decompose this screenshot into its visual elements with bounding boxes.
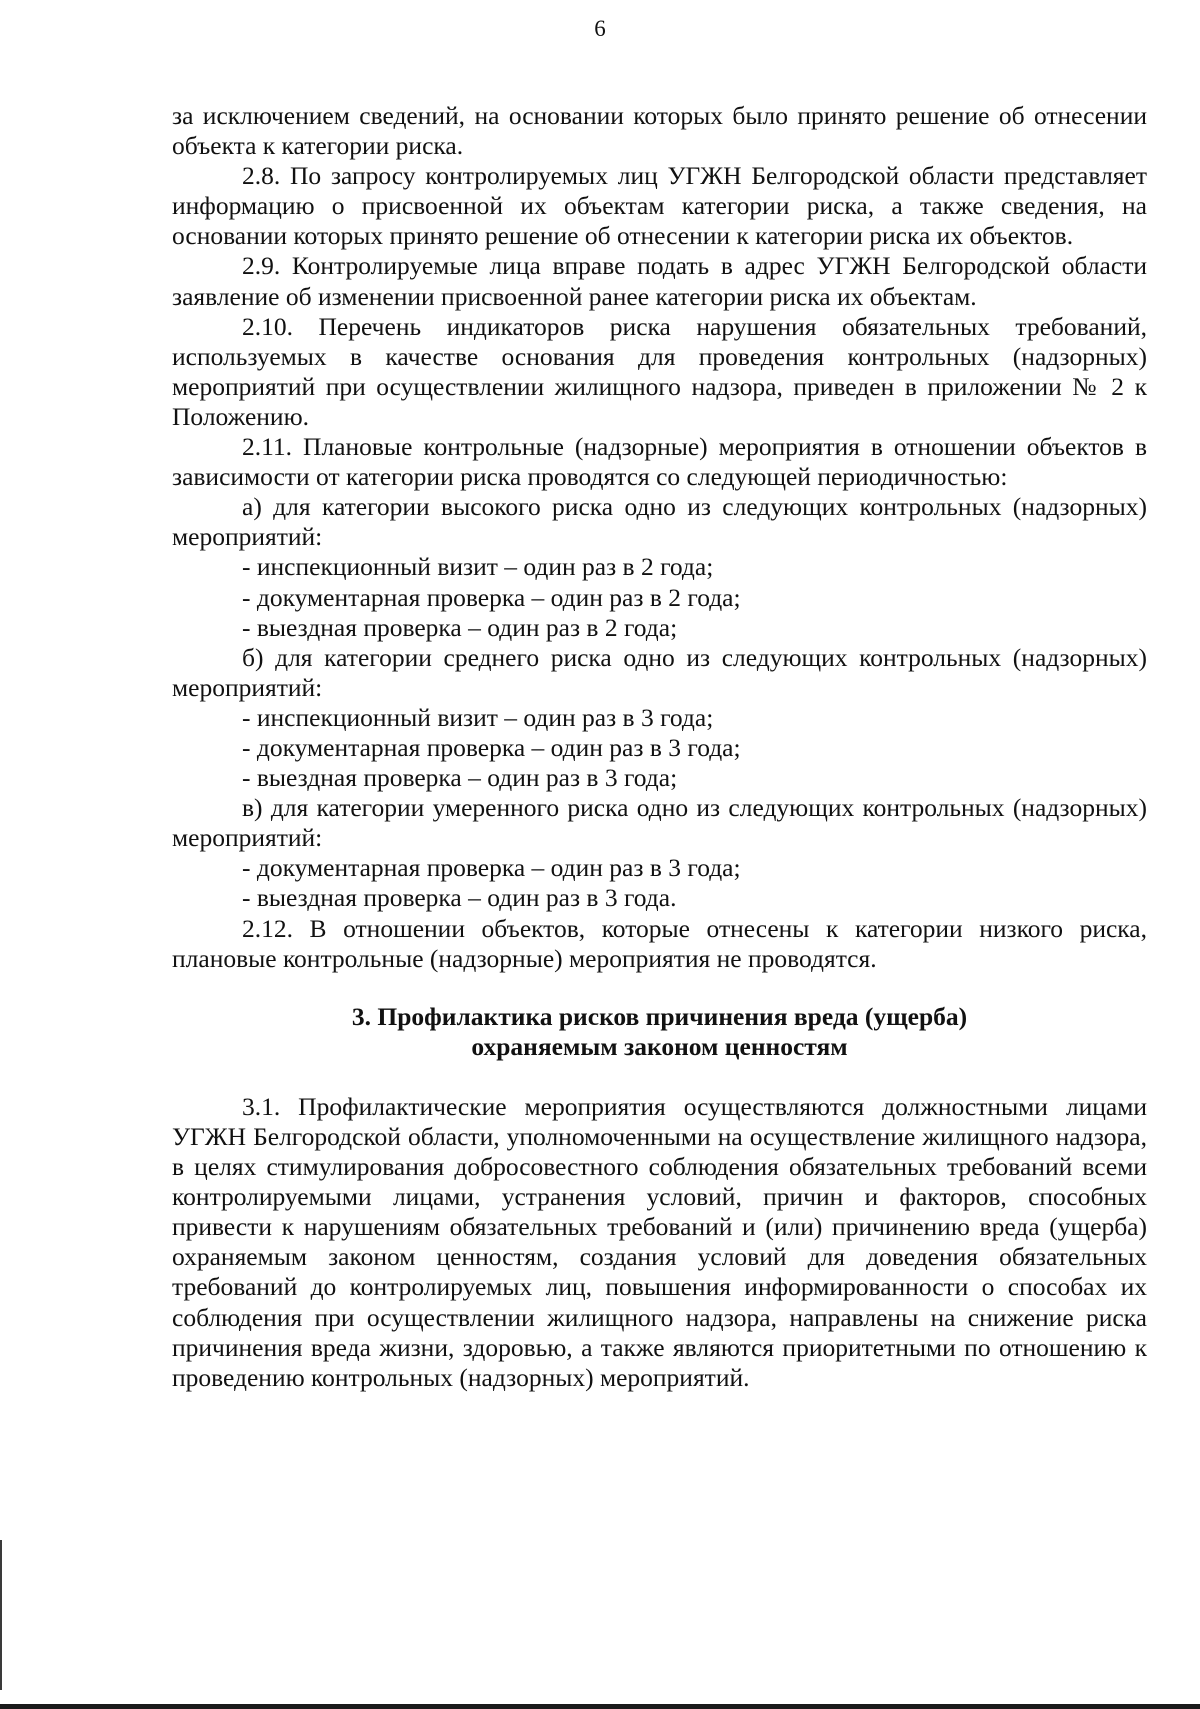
paragraph-2-8: 2.8. По запросу контролируемых лиц УГЖН Белгородской области представляет информацию о присвоенной их объектам категории риска, а также сведения, на основании которых принято решение об отнесении к категории риска их объектов. — [172, 161, 1147, 251]
list-item: - инспекционный визит – один раз в 3 года; — [242, 702, 714, 732]
paragraph-2-11: 2.11. Плановые контрольные (надзорные) мероприятия в отношении объектов в зависимости от категории риска проводятся со следующей периодичностью: — [172, 432, 1147, 492]
section-heading-line: охраняемым законом ценностям — [471, 1031, 848, 1061]
paragraph-continuation: за исключением сведений, на основании которых было принято решение об отнесении объекта к категории риска. — [172, 101, 1147, 161]
list-item: - выездная проверка – один раз в 3 года; — [242, 763, 678, 793]
risk-moderate-intro: в) для категории умеренного риска одно из следующих контрольных (надзорных) мероприятий: — [172, 793, 1147, 853]
scan-edge-left — [0, 1540, 2, 1690]
section-3-heading — [172, 1002, 1147, 1062]
section-heading-line: 3. Профилактика рисков причинения вреда (ущерба) — [351, 1001, 968, 1031]
scan-edge-bottom — [0, 1704, 1200, 1709]
list-item: - выездная проверка – один раз в 2 года; — [242, 612, 678, 642]
document-body — [172, 101, 1147, 1393]
page-number: 6 — [594, 16, 606, 41]
paragraph-2-12: 2.12. В отношении объектов, которые отнесены к категории низкого риска, плановые контрольные (надзорные) мероприятия не проводятся. — [172, 913, 1147, 973]
list-item: - документарная проверка – один раз в 2 года; — [242, 582, 741, 612]
list-item: - выездная проверка – один раз в 3 года. — [242, 883, 677, 913]
list-item: - документарная проверка – один раз в 3 года; — [242, 853, 741, 883]
risk-medium-intro: б) для категории среднего риска одно из следующих контрольных (надзорных) мероприятий: — [172, 642, 1147, 702]
risk-high-intro: а) для категории высокого риска одно из следующих контрольных (надзорных) мероприятий: — [172, 492, 1147, 552]
list-item: - инспекционный визит – один раз в 2 года; — [242, 552, 714, 582]
paragraph-3-1: 3.1. Профилактические мероприятия осуществляются должностными лицами УГЖН Белгородской области, уполномоченными на осуществление жилищного надзора, в целях стимулирования добросовестного соблюдения обязательных требований всеми контролируемыми лицами, устранения условий, причин и факторов, способных привести к нарушениям обязательных требований и (или) причинению вреда (ущерба) охраняемым законом ценностям, создания условий для доведения обязательных требований до контролируемых лиц, повышения информированности о способах их соблюдения при осуществлении жилищного надзора, направлены на снижение риска причинения вреда жизни, здоровью, а также являются приоритетными по отношению к проведению контрольных (надзорных) мероприятий. — [172, 1091, 1147, 1392]
paragraph-2-9: 2.9. Контролируемые лица вправе подать в адрес УГЖН Белгородской области заявление об изменении присвоенной ранее категории риска их объектам. — [172, 251, 1147, 311]
list-item: - документарная проверка – один раз в 3 года; — [242, 732, 741, 762]
paragraph-2-10: 2.10. Перечень индикаторов риска нарушения обязательных требований, используемых в качестве основания для проведения контрольных (надзорных) мероприятий при осуществлении жилищного надзора, приведен в приложении № 2 к Положению. — [172, 311, 1147, 431]
